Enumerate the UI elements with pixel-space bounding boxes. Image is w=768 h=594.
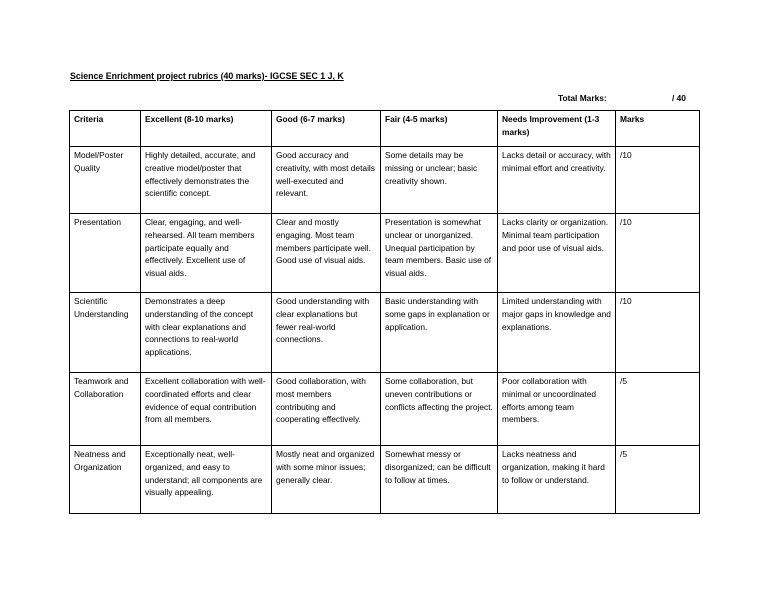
criteria-cell: Scientific Understanding [70, 293, 141, 373]
good-cell: Good accuracy and creativity, with most details well-executed and relevant. [272, 147, 381, 214]
marks-cell: /10 [616, 147, 700, 214]
total-marks-label: Total Marks: [558, 93, 607, 103]
needs-improvement-cell: Poor collaboration with minimal or uncoordinated efforts among team members. [498, 373, 616, 446]
table-header-row [70, 111, 700, 147]
excellent-cell: Excellent collaboration with well-coordinated efforts and clear evidence of equal contribution from all members. [141, 373, 272, 446]
excellent-cell: Highly detailed, accurate, and creative model/poster that effectively demonstrates the scientific concept. [141, 147, 272, 214]
needs-improvement-cell: Lacks neatness and organization, making it hard to follow or understand. [498, 446, 616, 514]
fair-cell: Basic understanding with some gaps in explanation or application. [381, 293, 498, 373]
excellent-cell: Clear, engaging, and well-rehearsed. All team members participate equally and effectively. Excellent use of visual aids. [141, 214, 272, 293]
table-row [70, 446, 700, 514]
total-marks-value: / 40 [672, 93, 686, 103]
criteria-cell: Presentation [70, 214, 141, 293]
good-cell: Clear and mostly engaging. Most team members participate well. Good use of visual aids. [272, 214, 381, 293]
marks-cell: /5 [616, 373, 700, 446]
header-good: Good (6-7 marks) [272, 111, 381, 147]
criteria-cell: Model/Poster Quality [70, 147, 141, 214]
excellent-cell: Demonstrates a deep understanding of the concept with clear explanations and connections to real-world applications. [141, 293, 272, 373]
header-excellent: Excellent (8-10 marks) [141, 111, 272, 147]
table-row [70, 147, 700, 214]
needs-improvement-cell: Lacks detail or accuracy, with minimal effort and creativity. [498, 147, 616, 214]
marks-cell: /10 [616, 214, 700, 293]
table-row [70, 373, 700, 446]
criteria-cell: Neatness and Organization [70, 446, 141, 514]
criteria-cell: Teamwork and Collaboration [70, 373, 141, 446]
header-fair: Fair (4-5 marks) [381, 111, 498, 147]
table-row [70, 293, 700, 373]
header-needs-improvement: Needs Improvement (1-3 marks) [498, 111, 616, 147]
header-criteria: Criteria [70, 111, 141, 147]
fair-cell: Some details may be missing or unclear; basic creativity shown. [381, 147, 498, 214]
document-title: Science Enrichment project rubrics (40 marks)- IGCSE SEC 1 J, K [70, 71, 344, 81]
fair-cell: Presentation is somewhat unclear or unorganized. Unequal participation by team members. Basic use of visual aids. [381, 214, 498, 293]
marks-cell: /5 [616, 446, 700, 514]
good-cell: Good collaboration, with most members contributing and cooperating effectively. [272, 373, 381, 446]
marks-cell: /10 [616, 293, 700, 373]
good-cell: Mostly neat and organized with some minor issues; generally clear. [272, 446, 381, 514]
fair-cell: Somewhat messy or disorganized; can be difficult to follow at times. [381, 446, 498, 514]
fair-cell: Some collaboration, but uneven contributions or conflicts affecting the project. [381, 373, 498, 446]
excellent-cell: Exceptionally neat, well-organized, and easy to understand; all components are visually appealing. [141, 446, 272, 514]
needs-improvement-cell: Limited understanding with major gaps in knowledge and explanations. [498, 293, 616, 373]
header-marks: Marks [616, 111, 700, 147]
needs-improvement-cell: Lacks clarity or organization. Minimal team participation and poor use of visual aids. [498, 214, 616, 293]
good-cell: Good understanding with clear explanations but fewer real-world connections. [272, 293, 381, 373]
rubric-table [69, 110, 700, 514]
table-row [70, 214, 700, 293]
